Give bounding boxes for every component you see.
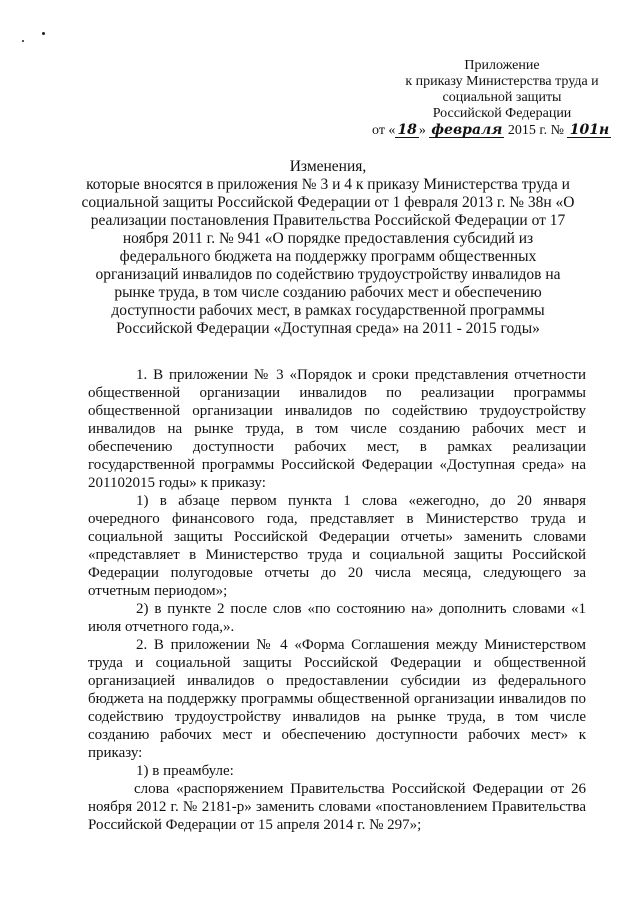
appendix-ministry: социальной защиты <box>442 90 562 105</box>
title-heading: Изменения, <box>289 158 367 175</box>
scan-speck <box>22 40 24 42</box>
paragraph-2-item-1: 1) в преамбуле: <box>136 763 234 779</box>
order-date-line <box>372 123 632 139</box>
scan-speck <box>42 32 45 35</box>
paragraph-1-item-1: 1) в абзаце первом пункта 1 слова «ежегодно, до 20 января очередного финансового года, представляет в Министерство труда и социальной защиты Российской Федерации отчеты» заменить словами «представляет в Министерство труда и социальной защиты Российской Федерации полугодовые отчеты до 20 числа месяца, следующего за отчетным периодом»; <box>88 493 586 599</box>
order-year: 2015 г. № <box>507 123 564 138</box>
appendix-header <box>372 58 632 139</box>
appendix-country: Российской Федерации <box>432 106 572 121</box>
paragraph-2: 2. В приложении № 4 «Форма Соглашения между Министерством труда и социальной защиты Российской Федерации и общественной организацией инвалидов о предоставлении субсидии из федерального бюджета на поддержку программы общественной организации инвалидов по содействию трудоустройству инвалидов на рынке труда, в том числе созданию рабочих мест и обеспечению доступности рабочих мест» к приказу: <box>88 637 586 761</box>
paragraph-1: 1. В приложении № 3 «Порядок и сроки представления отчетности общественной организации инвалидов по реализации программы общественной организации инвалидов по содействию трудоустройству инвалидов на рынке труда, в том числе созданию рабочих мест и обеспечению доступности рабочих мест, в рамках реализации государственной программы Российской Федерации «Доступная среда» на 201102015 годы» к приказу: <box>88 367 586 491</box>
order-quote-close: » <box>418 123 426 138</box>
paragraph-2-item-1a: слова «распоряжением Правительства Российской Федерации от 26 ноября 2012 г. № 2181-р» заменить словами «постановлением Правительства Российской Федерации от 15 апреля 2014 г. № 297»; <box>88 781 586 833</box>
document-title <box>78 158 578 338</box>
order-number-handwritten: 101н <box>567 123 611 138</box>
document-body <box>88 366 586 834</box>
order-day-handwritten: 18 <box>397 122 417 138</box>
appendix-order-ref: к приказу Министерства труда и <box>405 74 599 89</box>
title-text: которые вносятся в приложения № 3 и 4 к приказу Министерства труда и социальной защиты Российской Федерации от 1 февраля 2013 г. № 38н «О реализации постановления Правительства Российской Федерации от 17 ноября 2011 г. № 941 «О порядке предоставления субсидий из федерального бюджета на поддержку программ общественных организаций инвалидов по содействию трудоустройству инвалидов на рынке труда, в том числе созданию рабочих мест и обеспечению доступности рабочих мест, в рамках государственной программы Российской Федерации «Доступная среда» на 2011 - 2015 годы» <box>81 176 575 337</box>
paragraph-1-item-2: 2) в пункте 2 после слов «по состоянию на» дополнить словами «1 июля отчетного года,». <box>88 601 586 635</box>
order-prefix: от « <box>372 123 396 138</box>
order-month-handwritten: февраля <box>431 122 503 138</box>
appendix-label: Приложение <box>464 58 540 73</box>
